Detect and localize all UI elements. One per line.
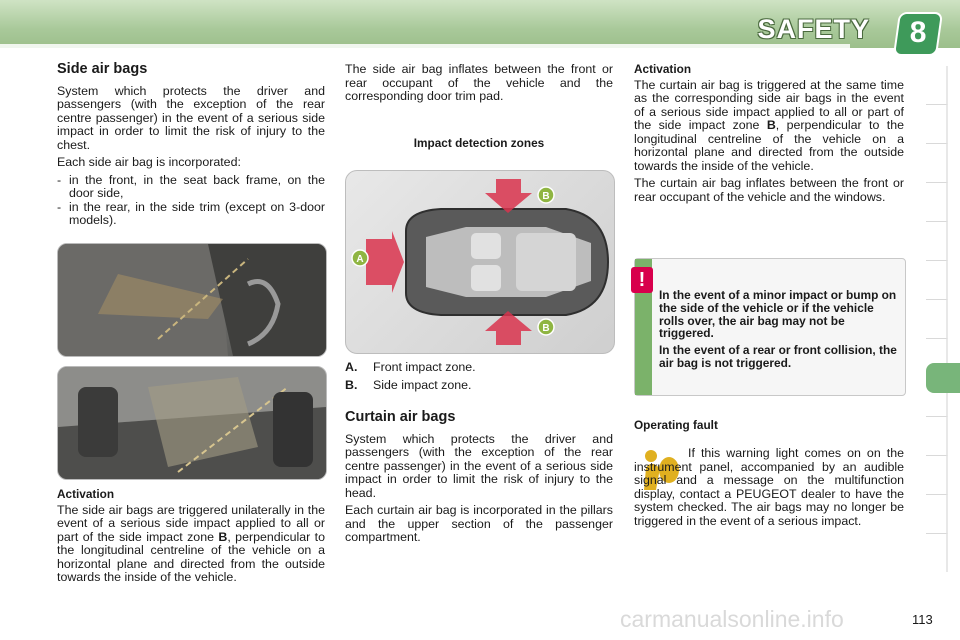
curtain-inflate-text: The curtain air bag inflates between the front or rear occupant of the vehicle and the windows. [634,176,904,204]
side-activation-section [57,488,325,589]
side-airbags-heading: Side air bags [57,61,148,77]
curtain-activation-text: The curtain air bag is triggered at the same time as the corresponding side air bags in the event of a serious side impact applied to all or part of the side impact zone B, perpendicular to the longitudinal centreline of the vehicle on a horizontal plane and directed from the outside towards the inside of the vehicle. [634,77,904,173]
header-divider [0,44,850,48]
impact-zones-diagram [345,170,615,354]
page-number: 113 [912,612,933,627]
diagram-label-b: B [542,191,550,202]
operating-fault-heading: Operating fault [634,418,718,432]
side-airbags-intro: System which protects the driver and passengers (with the exception of the rear centre passenger) in the event of a serious side impact in order to limit the risk of injury to the chest. [57,83,325,152]
notice-text [659,289,899,374]
list-item: A. Front impact zone. [345,360,476,374]
zones-caption: Impact detection zones [413,136,545,150]
operating-fault-text: If this warning light comes on on the instrument panel, accompanied by an audible signal and a message on the multifunction display, contact a PEUGEOT dealer to have the system checked. The air bags may no longer be triggered in the event of a serious impact. [634,446,904,528]
page-title: SAFETY [757,14,870,44]
operating-fault-section [634,447,904,532]
chapter-tab-rail [926,66,948,572]
front-seat-airbag-photo [57,243,327,357]
curtain-activation-section [634,63,904,208]
chapter-badge [895,14,941,54]
curtain-airbags-heading: Curtain air bags [345,409,456,425]
warning-icon: ! [631,267,653,293]
active-chapter-tab[interactable] [926,363,960,393]
list-item: - in the rear, in the side trim (except on 3-door models). [57,199,325,227]
curtain-incorporated: Each curtain air bag is incorporated in the pillars and the upper section of the passenger compartment. [345,503,613,544]
side-airbags-incorporated: Each side air bag is incorporated: [57,155,241,169]
curtain-airbags-section [345,411,613,549]
side-airbags-section [57,63,325,228]
warning-notice-box [634,258,906,396]
watermark: carmanualsonline.info [620,606,844,632]
diagram-label-a: A [356,254,364,265]
list-item: - in the front, in the seat back frame, on the door side, [57,172,325,200]
zone-label: B [766,118,776,132]
activation-heading: Activation [634,62,692,76]
rear-trim-airbag-photo [57,366,327,480]
zone-label: B [218,529,228,544]
notice-paragraph: In the event of a minor impact or bump on the side of the vehicle or if the vehicle rolls over, the air bag may not be triggered. [659,288,897,341]
zone-legend [345,361,613,392]
chapter-number: 8 [909,16,927,49]
side-airbag-inflate-text: The side air bag inflates between the front or rear occupant of the vehicle and the corresponding door trim pad. [345,62,613,103]
curtain-intro: System which protects the driver and passengers (with the exception of the rear centre passenger) in the event of a serious side impact in order to limit the risk of injury to the head. [345,431,613,500]
activation-heading: Activation [57,487,115,501]
operating-fault-heading-block [634,419,904,435]
notice-paragraph: In the event of a rear or front collision, the air bag is not triggered. [659,343,897,370]
side-activation-text: The side air bags are triggered unilaterally in the event of a serious side impact applied to all or part of the side impact zone B, perpendicular to the longitudinal centreline of the vehicle on a horizontal plane and directed from the outside towards the inside of the vehicle. [57,502,325,584]
inflate-paragraph-block [345,63,613,108]
list-item: B. Side impact zone. [345,377,472,392]
diagram-label-b: B [542,323,550,334]
